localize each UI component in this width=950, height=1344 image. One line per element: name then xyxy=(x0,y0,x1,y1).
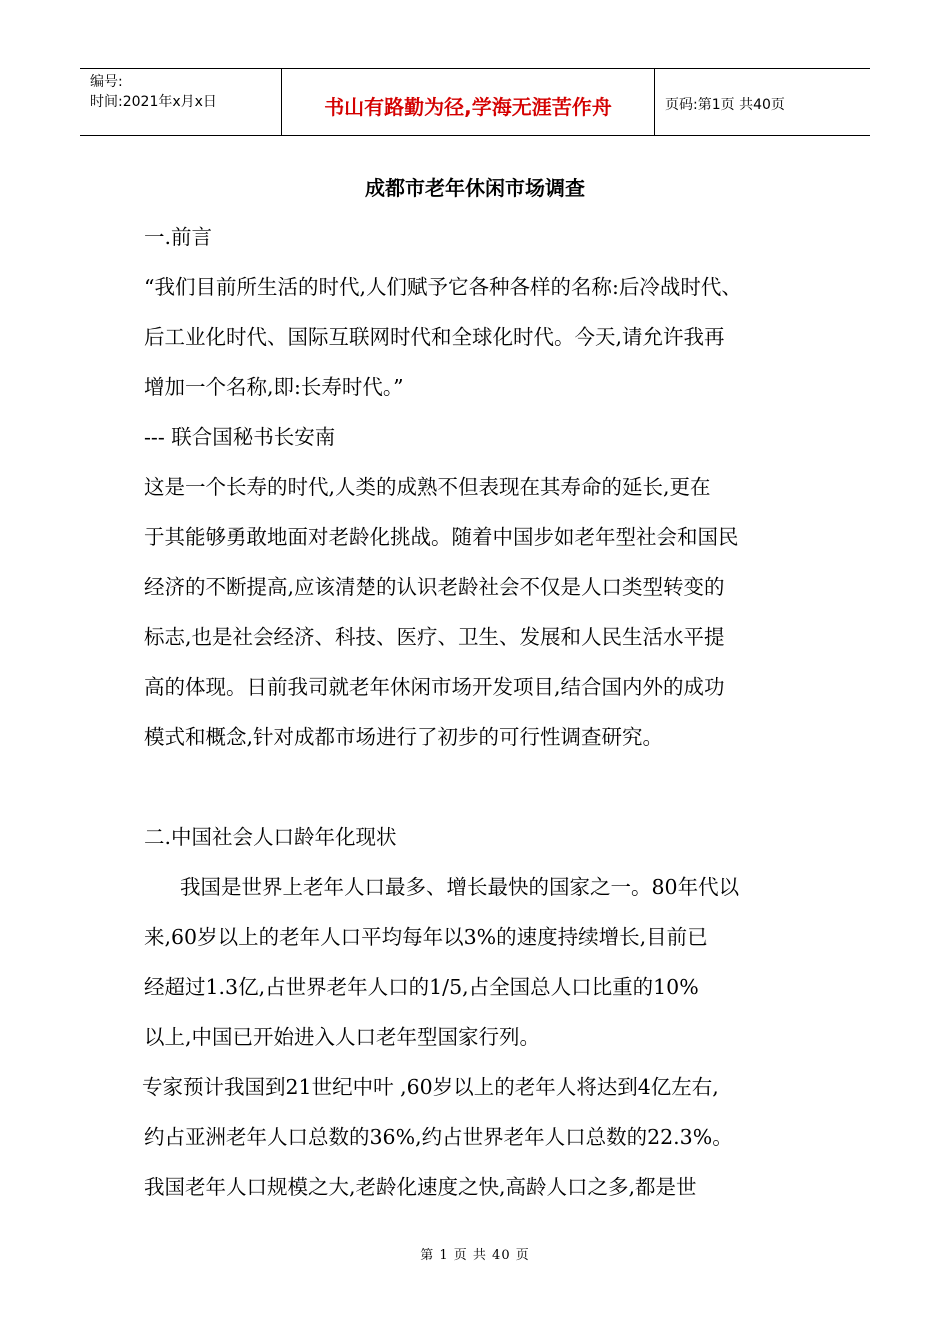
paragraph-line: 高的体现。日前我司就老年休闲市场开发项目,结合国内外的成功 xyxy=(144,675,725,699)
page-info: 页码:第1页 共40页 xyxy=(665,97,785,113)
paragraph-line: 模式和概念,针对成都市场进行了初步的可行性调查研究。 xyxy=(144,725,664,749)
header-meta-cell xyxy=(80,69,282,135)
paragraph-gap xyxy=(144,762,820,812)
document-body xyxy=(144,212,820,1212)
document-title: 成都市老年休闲市场调查 xyxy=(365,176,585,200)
header-motto-cell xyxy=(282,69,655,135)
paragraph-line: 约占亚洲老年人口总数的36%,约占世界老年人口总数的22.3%。 xyxy=(144,1125,733,1149)
time-label: 时间:2021年x月x日 xyxy=(90,94,217,110)
quote-line: “我们目前所生活的时代,人们赋予它各种各样的名称:后冷战时代、 xyxy=(144,275,742,299)
paragraph-line: 专家预计我国到21世纪中叶 ,60岁以上的老年人将达到4亿左右, xyxy=(142,1075,719,1099)
header-page-cell xyxy=(655,69,870,135)
section-heading-population: 二.中国社会人口龄年化现状 xyxy=(144,825,397,849)
paragraph-line: 于其能够勇敢地面对老龄化挑战。随着中国步如老年型社会和国民 xyxy=(144,525,739,549)
paragraph-line: 经超过1.3亿,占世界老年人口的1/5,占全国总人口比重的10% xyxy=(144,975,699,999)
paragraph-line: 以上,中国已开始进入人口老年型国家行列。 xyxy=(144,1025,541,1049)
number-label: 编号: xyxy=(90,74,123,90)
section-heading-preface: 一.前言 xyxy=(144,225,213,249)
paragraph-line: 我国是世界上老年人口最多、增长最快的国家之一。80年代以 xyxy=(180,875,740,899)
quote-attribution: --- 联合国秘书长安南 xyxy=(144,425,336,449)
paragraph-line: 标志,也是社会经济、科技、医疗、卫生、发展和人民生活水平提 xyxy=(144,625,725,649)
paragraph-line: 经济的不断提高,应该清楚的认识老龄社会不仅是人口类型转变的 xyxy=(144,575,725,599)
paragraph-line: 来,60岁以上的老年人口平均每年以3%的速度持续增长,目前已 xyxy=(144,925,708,949)
motto-text: 书山有路勤为径,学海无涯苦作舟 xyxy=(324,94,612,119)
quote-line: 后工业化时代、国际互联网时代和全球化时代。今天,请允许我再 xyxy=(144,325,725,349)
paragraph-line: 我国老年人口规模之大,老龄化速度之快,高龄人口之多,都是世 xyxy=(144,1175,697,1199)
header-table xyxy=(80,68,870,136)
quote-line: 增加一个名称,即:长寿时代。” xyxy=(144,375,404,399)
paragraph-line: 这是一个长寿的时代,人类的成熟不但表现在其寿命的延长,更在 xyxy=(144,475,711,499)
page-footer: 第 1 页 共 40 页 xyxy=(420,1248,530,1263)
